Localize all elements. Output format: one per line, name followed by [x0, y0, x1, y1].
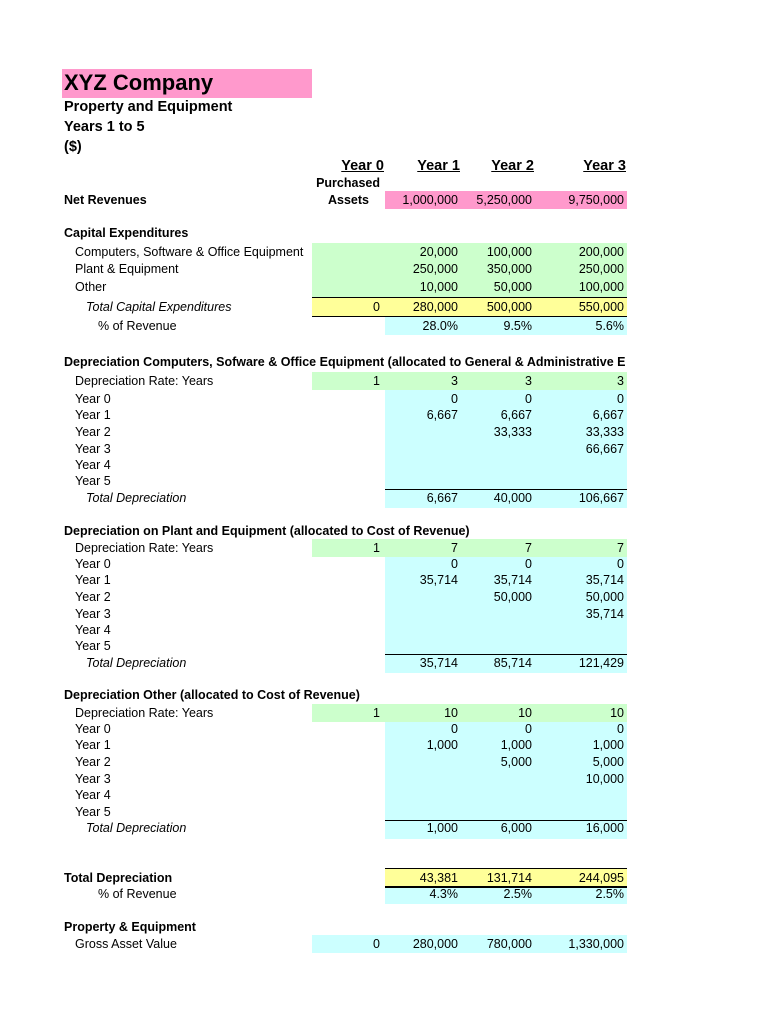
- capex-total-y1: 280,000: [412, 300, 458, 314]
- capex-other-y3: 100,000: [578, 280, 624, 294]
- capex-plant-y2: 350,000: [486, 262, 532, 276]
- dep-plant-cell: 0: [525, 557, 532, 571]
- dep-computers-cell: 66,667: [585, 442, 624, 456]
- capex-other-label: Other: [75, 280, 107, 294]
- dep-other-year-label: Year 2: [75, 755, 111, 769]
- dep-other-cell: 0: [617, 722, 624, 736]
- dep-other-total-y2: 6,000: [500, 821, 532, 835]
- capex-other-y2: 50,000: [493, 280, 532, 294]
- net-revenues-y2: 5,250,000: [476, 193, 532, 207]
- dep-plant-year-label: Year 5: [75, 639, 111, 653]
- dep-computers-cell: 33,333: [493, 425, 532, 439]
- dep-plant-title: Depreciation on Plant and Equipment (allocated to Cost of Revenue): [64, 524, 470, 538]
- dep-computers-year-label: Year 2: [75, 425, 111, 439]
- report-subtitle: Property and Equipment: [64, 99, 233, 115]
- dep-other-cell: 10,000: [585, 772, 624, 786]
- dep-plant-cell: 50,000: [493, 590, 532, 604]
- dep-computers-total-y2: 40,000: [493, 491, 532, 505]
- gross-asset-y1: 280,000: [412, 937, 458, 951]
- gross-asset-label: Gross Asset Value: [75, 937, 177, 951]
- dep-other-rate-y3: 10: [610, 706, 624, 720]
- dep-computers-year-label: Year 3: [75, 442, 111, 456]
- dep-computers-year-label: Year 5: [75, 474, 111, 488]
- dep-computers-cell: 0: [617, 392, 624, 406]
- capex-title: Capital Expenditures: [64, 226, 189, 240]
- dep-other-year-label: Year 5: [75, 805, 111, 819]
- dep-plant-rate-y1: 7: [451, 541, 458, 555]
- dep-computers-year-label: Year 0: [75, 392, 111, 406]
- capex-total-label: Total Capital Expenditures: [86, 300, 232, 314]
- dep-plant-rate-y2: 7: [525, 541, 532, 555]
- capex-other-y1: 10,000: [419, 280, 458, 294]
- company-name: XYZ Company: [64, 70, 214, 95]
- dep-plant-total-y2: 85,714: [493, 656, 532, 670]
- dep-plant-cell: 50,000: [585, 590, 624, 604]
- dep-computers-total-y1: 6,667: [426, 491, 458, 505]
- dep-plant-rate-label: Depreciation Rate: Years: [75, 541, 214, 555]
- assets-label: Assets: [328, 193, 369, 207]
- net-revenues-y3: 9,750,000: [568, 193, 624, 207]
- dep-plant-year-label: Year 2: [75, 590, 111, 604]
- dep-computers-year-label: Year 1: [75, 408, 111, 422]
- dep-plant-rate-y0: 1: [373, 541, 380, 555]
- dep-plant-year-label: Year 1: [75, 573, 111, 587]
- dep-other-title: Depreciation Other (allocated to Cost of Revenue): [64, 688, 360, 702]
- property-title: Property & Equipment: [64, 920, 196, 934]
- capex-plant-y3: 250,000: [578, 262, 624, 276]
- total-dep-y1: 43,381: [419, 871, 458, 885]
- dep-other-cell: 0: [451, 722, 458, 736]
- dep-other-total-label: Total Depreciation: [86, 821, 187, 835]
- total-dep-pct-y1: 4.3%: [429, 887, 458, 901]
- capex-plant-label: Plant & Equipment: [75, 262, 179, 276]
- capex-pct-label: % of Revenue: [98, 319, 177, 333]
- dep-computers-rate-y3: 3: [617, 374, 624, 388]
- dep-computers-total-y3: 106,667: [578, 491, 624, 505]
- dep-plant-cell: 35,714: [493, 573, 532, 587]
- year-2-header: Year 2: [491, 158, 534, 174]
- total-dep-y2: 131,714: [486, 871, 532, 885]
- gross-asset-y0: 0: [373, 937, 380, 951]
- dep-computers-total-label: Total Depreciation: [86, 491, 187, 505]
- dep-computers-year-label: Year 4: [75, 458, 111, 472]
- capex-computers-y1: 20,000: [419, 245, 458, 259]
- dep-other-rate-y1: 10: [444, 706, 458, 720]
- dep-other-rate-y2: 10: [518, 706, 532, 720]
- dep-other-cell: 1,000: [592, 738, 624, 752]
- dep-other-cell: 5,000: [500, 755, 532, 769]
- dep-plant-total-y1: 35,714: [419, 656, 458, 670]
- dep-other-cell: 1,000: [500, 738, 532, 752]
- net-revenues-label: Net Revenues: [64, 193, 147, 207]
- gross-asset-y3: 1,330,000: [568, 937, 624, 951]
- net-revenues-y1: 1,000,000: [402, 193, 458, 207]
- dep-other-total-y3: 16,000: [585, 821, 624, 835]
- purchased-label: Purchased: [316, 176, 380, 190]
- dep-plant-cell: 35,714: [585, 573, 624, 587]
- total-dep-y3: 244,095: [578, 871, 624, 885]
- dep-computers-cell: 33,333: [585, 425, 624, 439]
- dep-plant-rate-y3: 7: [617, 541, 624, 555]
- dep-other-cell: 1,000: [426, 738, 458, 752]
- dep-plant-total-label: Total Depreciation: [86, 656, 187, 670]
- capex-plant-y1: 250,000: [412, 262, 458, 276]
- dep-computers-rate-y0: 1: [373, 374, 380, 388]
- dep-computers-cell: 6,667: [426, 408, 458, 422]
- capex-total-y0: 0: [373, 300, 380, 314]
- dep-other-total-y1: 1,000: [426, 821, 458, 835]
- capex-computers-y2: 100,000: [486, 245, 532, 259]
- dep-plant-cell: 0: [451, 557, 458, 571]
- total-dep-pct-y3: 2.5%: [595, 887, 624, 901]
- dep-plant-cell: 35,714: [585, 607, 624, 621]
- dep-computers-title: Depreciation Computers, Sofware & Office Equipment (allocated to General & Administrative E: [64, 355, 626, 369]
- total-dep-pct-y2: 2.5%: [503, 887, 532, 901]
- capex-pct-y1: 28.0%: [422, 319, 458, 333]
- capex-pct-y3: 5.6%: [595, 319, 624, 333]
- dep-other-year-label: Year 0: [75, 722, 111, 736]
- year-3-header: Year 3: [583, 158, 626, 174]
- dep-plant-year-label: Year 3: [75, 607, 111, 621]
- dep-computers-cell: 0: [525, 392, 532, 406]
- dep-computers-rate-y2: 3: [525, 374, 532, 388]
- total-dep-label: Total Depreciation: [64, 871, 173, 885]
- dep-other-year-label: Year 1: [75, 738, 111, 752]
- years-range: Years 1 to 5: [64, 119, 145, 135]
- dep-computers-cell: 6,667: [592, 408, 624, 422]
- dep-other-cell: 0: [525, 722, 532, 736]
- dep-other-year-label: Year 3: [75, 772, 111, 786]
- dep-other-cell: 5,000: [592, 755, 624, 769]
- dep-plant-year-label: Year 4: [75, 623, 111, 637]
- dep-computers-rate-label: Depreciation Rate: Years: [75, 374, 214, 388]
- units-label: ($): [64, 139, 82, 155]
- dep-other-year-label: Year 4: [75, 788, 111, 802]
- capex-total-y2: 500,000: [486, 300, 532, 314]
- capex-computers-label: Computers, Software & Office Equipment: [75, 245, 304, 259]
- capex-computers-y3: 200,000: [578, 245, 624, 259]
- gross-asset-y2: 780,000: [486, 937, 532, 951]
- year-1-header: Year 1: [417, 158, 460, 174]
- dep-plant-year-label: Year 0: [75, 557, 111, 571]
- total-dep-pct-label: % of Revenue: [98, 887, 177, 901]
- dep-computers-cell: 0: [451, 392, 458, 406]
- dep-other-rate-label: Depreciation Rate: Years: [75, 706, 214, 720]
- dep-computers-rate-y1: 3: [451, 374, 458, 388]
- dep-computers-cell: 6,667: [500, 408, 532, 422]
- year-0-header: Year 0: [341, 158, 384, 174]
- capex-pct-y2: 9.5%: [503, 319, 532, 333]
- capex-total-y3: 550,000: [578, 300, 624, 314]
- dep-plant-total-y3: 121,429: [578, 656, 624, 670]
- dep-plant-cell: 35,714: [419, 573, 458, 587]
- dep-other-rate-y0: 1: [373, 706, 380, 720]
- dep-plant-cell: 0: [617, 557, 624, 571]
